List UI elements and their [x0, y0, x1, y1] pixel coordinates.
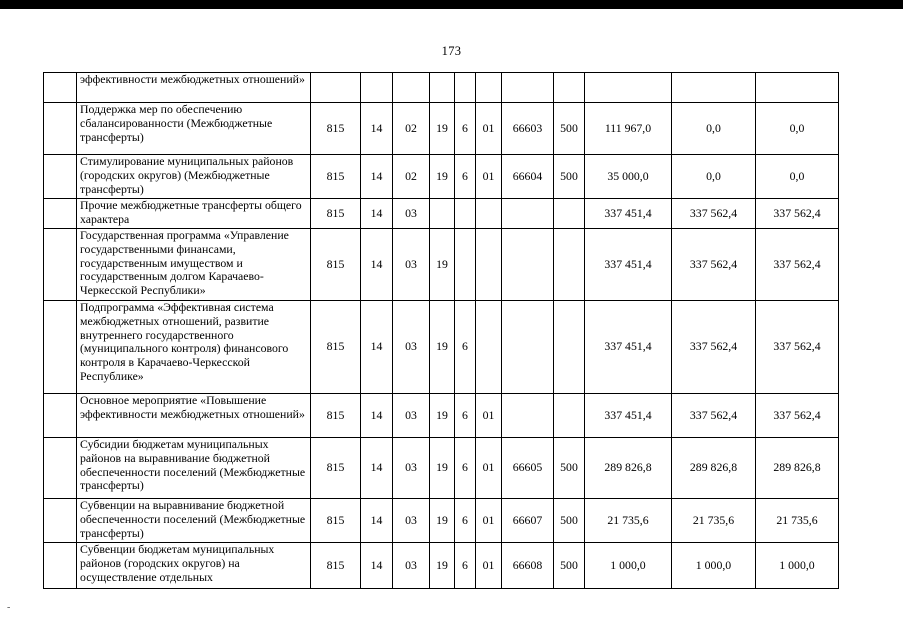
- value-year-3: 0,0: [756, 155, 839, 199]
- code-event: 01: [476, 155, 502, 199]
- code-expense-type: 500: [554, 103, 585, 155]
- row-description: Стимулирование муниципальных районов (городских округов) (Межбюджетные трансферты): [77, 155, 311, 199]
- code-subprogram: 6: [455, 438, 476, 499]
- code-direction: 66605: [502, 438, 554, 499]
- code-program: 19: [430, 155, 455, 199]
- code-direction: [502, 199, 554, 229]
- value-year-3: 337 562,4: [756, 199, 839, 229]
- code-section: 14: [361, 394, 393, 438]
- code-program: [430, 199, 455, 229]
- code-program: 19: [430, 394, 455, 438]
- code-admin: 815: [311, 543, 361, 589]
- code-expense-type: 500: [554, 499, 585, 543]
- code-program: 19: [430, 543, 455, 589]
- table-row: [44, 103, 839, 155]
- table-row: [44, 543, 839, 589]
- code-subsection: 03: [393, 543, 430, 589]
- row-description: Субвенции бюджетам муниципальных районов (городских округов) на осуществление отдельных: [77, 543, 311, 589]
- value-year-2: 0,0: [672, 103, 756, 155]
- row-number-cell: [44, 229, 77, 301]
- value-year-1: [585, 73, 672, 103]
- code-event: 01: [476, 438, 502, 499]
- code-admin: 815: [311, 394, 361, 438]
- value-year-3: 1 000,0: [756, 543, 839, 589]
- value-year-2: 21 735,6: [672, 499, 756, 543]
- code-expense-type: [554, 394, 585, 438]
- value-year-1: 337 451,4: [585, 301, 672, 394]
- stray-mark: -: [7, 602, 11, 613]
- code-admin: 815: [311, 155, 361, 199]
- page-number: 173: [441, 44, 462, 58]
- code-direction: [502, 73, 554, 103]
- code-subprogram: [455, 73, 476, 103]
- code-section: 14: [361, 155, 393, 199]
- code-subprogram: 6: [455, 394, 476, 438]
- value-year-3: 289 826,8: [756, 438, 839, 499]
- code-admin: 815: [311, 499, 361, 543]
- value-year-1: 289 826,8: [585, 438, 672, 499]
- code-subsection: 03: [393, 438, 430, 499]
- value-year-3: 337 562,4: [756, 394, 839, 438]
- code-section: 14: [361, 229, 393, 301]
- code-subsection: 03: [393, 229, 430, 301]
- code-expense-type: 500: [554, 155, 585, 199]
- code-event: [476, 301, 502, 394]
- code-subprogram: 6: [455, 155, 476, 199]
- row-description: Прочие межбюджетные трансферты общего характера: [77, 199, 311, 229]
- table-row: [44, 301, 839, 394]
- code-expense-type: 500: [554, 438, 585, 499]
- code-subprogram: [455, 229, 476, 301]
- code-expense-type: [554, 73, 585, 103]
- code-admin: 815: [311, 301, 361, 394]
- row-number-cell: [44, 543, 77, 589]
- code-event: 01: [476, 543, 502, 589]
- row-number-cell: [44, 199, 77, 229]
- value-year-2: 337 562,4: [672, 199, 756, 229]
- code-section: 14: [361, 103, 393, 155]
- table-row: [44, 499, 839, 543]
- code-section: 14: [361, 499, 393, 543]
- code-subsection: 03: [393, 301, 430, 394]
- row-number-cell: [44, 155, 77, 199]
- code-section: [361, 73, 393, 103]
- value-year-1: 337 451,4: [585, 229, 672, 301]
- row-description: Субвенции на выравнивание бюджетной обеспеченности поселений (Межбюджетные трансферты): [77, 499, 311, 543]
- code-admin: 815: [311, 103, 361, 155]
- row-description: Основное мероприятие «Повышение эффективности межбюджетных отношений»: [77, 394, 311, 438]
- row-description: Государственная программа «Управление государственными финансами, государственным имуществом и государственным долгом Карачаево-Черкесской Республики»: [77, 229, 311, 301]
- value-year-1: 1 000,0: [585, 543, 672, 589]
- code-expense-type: 500: [554, 543, 585, 589]
- code-subsection: [393, 73, 430, 103]
- table-row: [44, 438, 839, 499]
- code-program: 19: [430, 301, 455, 394]
- code-subprogram: [455, 199, 476, 229]
- code-expense-type: [554, 301, 585, 394]
- value-year-2: 0,0: [672, 155, 756, 199]
- scan-top-border: [0, 0, 903, 9]
- code-subprogram: 6: [455, 301, 476, 394]
- row-number-cell: [44, 394, 77, 438]
- code-program: 19: [430, 229, 455, 301]
- value-year-3: 337 562,4: [756, 301, 839, 394]
- row-number-cell: [44, 301, 77, 394]
- code-admin: 815: [311, 438, 361, 499]
- code-direction: 66603: [502, 103, 554, 155]
- table-row: [44, 73, 839, 103]
- row-number-cell: [44, 499, 77, 543]
- row-description: эффективности межбюджетных отношений»: [77, 73, 311, 103]
- code-subsection: 03: [393, 499, 430, 543]
- value-year-2: 337 562,4: [672, 229, 756, 301]
- value-year-2: 337 562,4: [672, 394, 756, 438]
- code-event: [476, 73, 502, 103]
- value-year-1: 111 967,0: [585, 103, 672, 155]
- code-direction: 66608: [502, 543, 554, 589]
- row-description: Субсидии бюджетам муниципальных районов на выравнивание бюджетной обеспеченности поселений (Межбюджетные трансферты): [77, 438, 311, 499]
- value-year-1: 337 451,4: [585, 199, 672, 229]
- code-admin: 815: [311, 229, 361, 301]
- code-program: 19: [430, 438, 455, 499]
- code-subprogram: 6: [455, 499, 476, 543]
- value-year-3: 0,0: [756, 103, 839, 155]
- row-number-cell: [44, 103, 77, 155]
- code-program: 19: [430, 499, 455, 543]
- code-expense-type: [554, 229, 585, 301]
- code-expense-type: [554, 199, 585, 229]
- code-direction: 66604: [502, 155, 554, 199]
- code-event: [476, 229, 502, 301]
- code-subsection: 02: [393, 155, 430, 199]
- code-subsection: 03: [393, 199, 430, 229]
- value-year-1: 35 000,0: [585, 155, 672, 199]
- table-row: [44, 199, 839, 229]
- code-admin: [311, 73, 361, 103]
- table-row: [44, 394, 839, 438]
- code-subprogram: 6: [455, 103, 476, 155]
- code-admin: 815: [311, 199, 361, 229]
- value-year-2: 289 826,8: [672, 438, 756, 499]
- value-year-3: 337 562,4: [756, 229, 839, 301]
- code-subsection: 03: [393, 394, 430, 438]
- code-direction: 66607: [502, 499, 554, 543]
- row-description: Поддержка мер по обеспечению сбалансированности (Межбюджетные трансферты): [77, 103, 311, 155]
- budget-table: [43, 72, 839, 589]
- code-program: 19: [430, 103, 455, 155]
- code-subprogram: 6: [455, 543, 476, 589]
- code-event: [476, 199, 502, 229]
- row-number-cell: [44, 438, 77, 499]
- value-year-2: 1 000,0: [672, 543, 756, 589]
- code-direction: [502, 394, 554, 438]
- value-year-3: 21 735,6: [756, 499, 839, 543]
- code-direction: [502, 229, 554, 301]
- code-section: 14: [361, 543, 393, 589]
- code-direction: [502, 301, 554, 394]
- code-section: 14: [361, 199, 393, 229]
- code-event: 01: [476, 394, 502, 438]
- value-year-2: 337 562,4: [672, 301, 756, 394]
- table-row: [44, 229, 839, 301]
- value-year-3: [756, 73, 839, 103]
- row-number-cell: [44, 73, 77, 103]
- table-row: [44, 155, 839, 199]
- code-section: 14: [361, 438, 393, 499]
- value-year-1: 337 451,4: [585, 394, 672, 438]
- code-event: 01: [476, 103, 502, 155]
- value-year-2: [672, 73, 756, 103]
- code-section: 14: [361, 301, 393, 394]
- value-year-1: 21 735,6: [585, 499, 672, 543]
- code-program: [430, 73, 455, 103]
- code-subsection: 02: [393, 103, 430, 155]
- row-description: Подпрограмма «Эффективная система межбюджетных отношений, развитие внутреннего государственного (муниципального контроля) финансового контроля в Карачаево-Черкесской Республике»: [77, 301, 311, 394]
- code-event: 01: [476, 499, 502, 543]
